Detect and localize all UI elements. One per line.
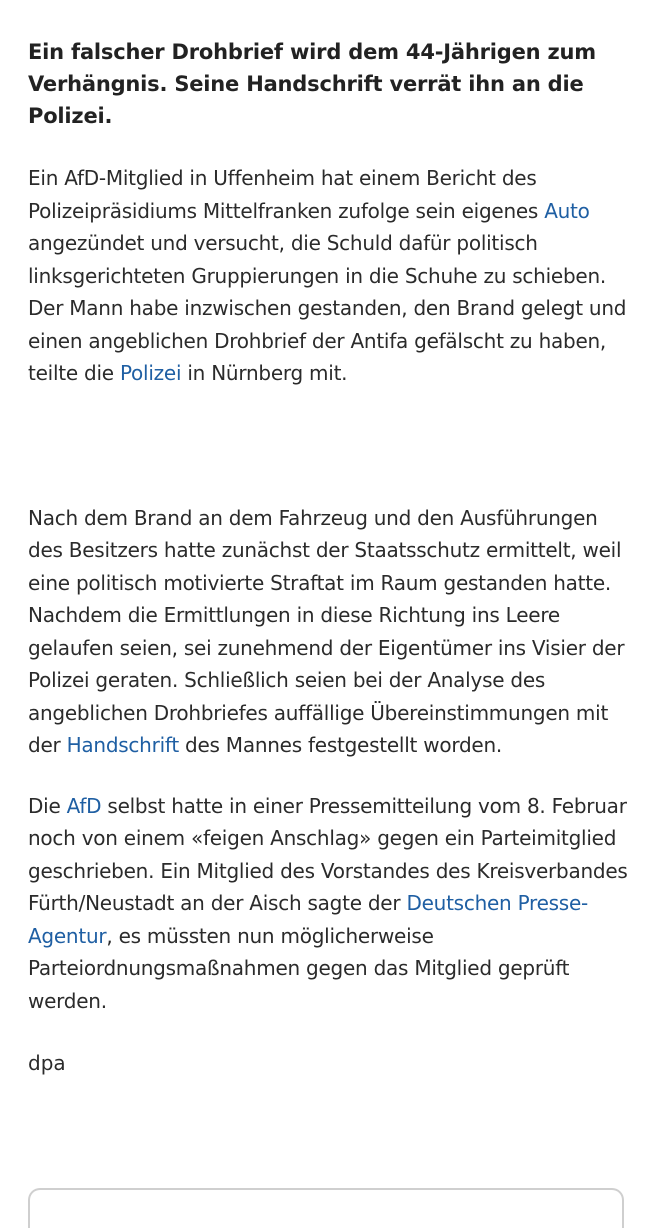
paragraph-text: des Mannes festgestellt worden. [178, 733, 502, 757]
paragraph-text: Die [28, 793, 67, 818]
paragraph-text: Ein AfD-Mitglied in Uffenheim hat einem Bericht des Polizeipräsidiums Mittelfranken zufolge sein eigenes [28, 166, 545, 223]
paragraph-text: in Nürnberg mit. [181, 361, 348, 385]
paragraph-3 [28, 790, 628, 1018]
article-body [28, 36, 628, 1079]
paragraph-1 [28, 162, 628, 390]
paragraph-2 [28, 502, 628, 762]
link-handschrift[interactable]: Handschrift [66, 733, 179, 757]
bottom-card-edge [28, 1188, 624, 1228]
link-deutsche-presse-agentur[interactable]: Deutschen Presse-Agentur [28, 891, 588, 948]
article-lead: Ein falscher Drohbrief wird dem 44-Jährigen zum Verhängnis. Seine Handschrift verrät ihn an die Polizei. [28, 40, 596, 128]
paragraph-text: angezündet und versucht, die Schuld dafür politisch linksgerichteten Gruppierungen in die Schuhe zu schieben. Der Mann habe inzwischen gestanden, den Brand gelegt und einen angeblichen Drohbrief der Antifa gefälscht zu haben, teilte die [28, 231, 627, 385]
paragraph-text: selbst hatte in einer Pressemitteilung vom 8. Februar noch von einem «feigen Anschlag» gegen ein Parteimitglied geschrieben. Ein Mitglied des Vorstandes des Kreisverbandes Fürth/Neustadt an der Aisch sagte der [28, 793, 628, 915]
paragraph-text: Nach dem Brand an dem Fahrzeug und den Ausführungen des Besitzers hatte zunächst der Staatsschutz ermittelt, weil eine politisch motivierte Straftat im Raum gestanden hatte. Nachdem die Ermittlungen in diese Richtung ins Leere gelaufen seien, sei zunehmend der Eigentümer ins Visier der Polizei geraten. Schließlich seien bei der Analyse des angeblichen Drohbriefes auffällige Übereinstimmungen mit der [28, 505, 625, 757]
link-afd[interactable]: AfD [66, 793, 102, 818]
link-auto[interactable]: Auto [544, 198, 590, 223]
link-polizei[interactable]: Polizei [119, 361, 182, 385]
paragraph-text: , es müssten nun möglicherweise Parteiordnungsmaßnahmen gegen das Mitglied geprüft werden. [28, 923, 570, 1013]
article-source: dpa [28, 1051, 66, 1075]
